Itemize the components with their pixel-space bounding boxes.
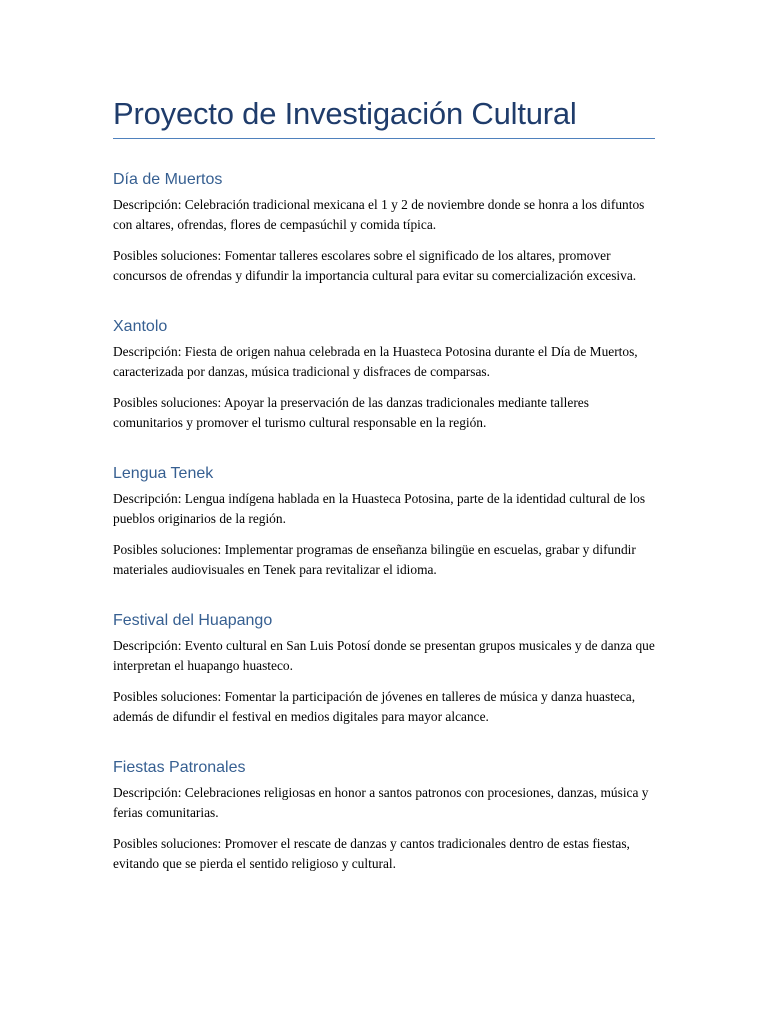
section-xantolo	[113, 316, 655, 433]
document-page	[113, 93, 655, 885]
section-heading: Fiestas Patronales	[113, 759, 246, 776]
section-description: Descripción: Celebración tradicional mexicana el 1 y 2 de noviembre donde se honra a los difuntos con altares, ofrendas, flores de cempasúchil y comida típica.	[113, 197, 645, 232]
section-heading: Festival del Huapango	[113, 612, 273, 629]
section-description: Descripción: Lengua indígena hablada en la Huasteca Potosina, parte de la identidad cultural de los pueblos originarios de la región.	[113, 491, 646, 526]
section-dia-de-muertos	[113, 169, 655, 286]
section-heading: Xantolo	[113, 318, 168, 335]
title-underline	[113, 138, 655, 139]
section-solutions: Posibles soluciones: Apoyar la preservación de las danzas tradicionales mediante talleres comunitarios y promover el turismo cultural responsable en la región.	[113, 395, 589, 430]
document-title: Proyecto de Investigación Cultural	[113, 96, 577, 131]
section-festival-del-huapango	[113, 610, 655, 727]
section-solutions: Posibles soluciones: Implementar programas de enseñanza bilingüe en escuelas, grabar y difundir materiales audiovisuales en Tenek para revitalizar el idioma.	[113, 542, 636, 577]
section-heading: Día de Muertos	[113, 171, 223, 188]
section-heading: Lengua Tenek	[113, 465, 214, 482]
section-fiestas-patronales	[113, 757, 655, 874]
section-lengua-tenek	[113, 463, 655, 580]
section-solutions: Posibles soluciones: Fomentar talleres escolares sobre el significado de los altares, promover concursos de ofrendas y difundir la importancia cultural para evitar su comercialización excesiva.	[113, 248, 637, 283]
section-description: Descripción: Celebraciones religiosas en honor a santos patronos con procesiones, danzas, música y ferias comunitarias.	[113, 785, 649, 820]
section-solutions: Posibles soluciones: Promover el rescate de danzas y cantos tradicionales dentro de estas fiestas, evitando que se pierda el sentido religioso y cultural.	[113, 836, 630, 871]
section-solutions: Posibles soluciones: Fomentar la participación de jóvenes en talleres de música y danza huasteca, además de difundir el festival en medios digitales para mayor alcance.	[113, 689, 636, 724]
section-description: Descripción: Evento cultural en San Luis Potosí donde se presentan grupos musicales y de danza que interpretan el huapango huasteco.	[113, 638, 655, 673]
section-description: Descripción: Fiesta de origen nahua celebrada en la Huasteca Potosina durante el Día de Muertos, caracterizada por danzas, música tradicional y disfraces de comparsas.	[113, 344, 638, 379]
